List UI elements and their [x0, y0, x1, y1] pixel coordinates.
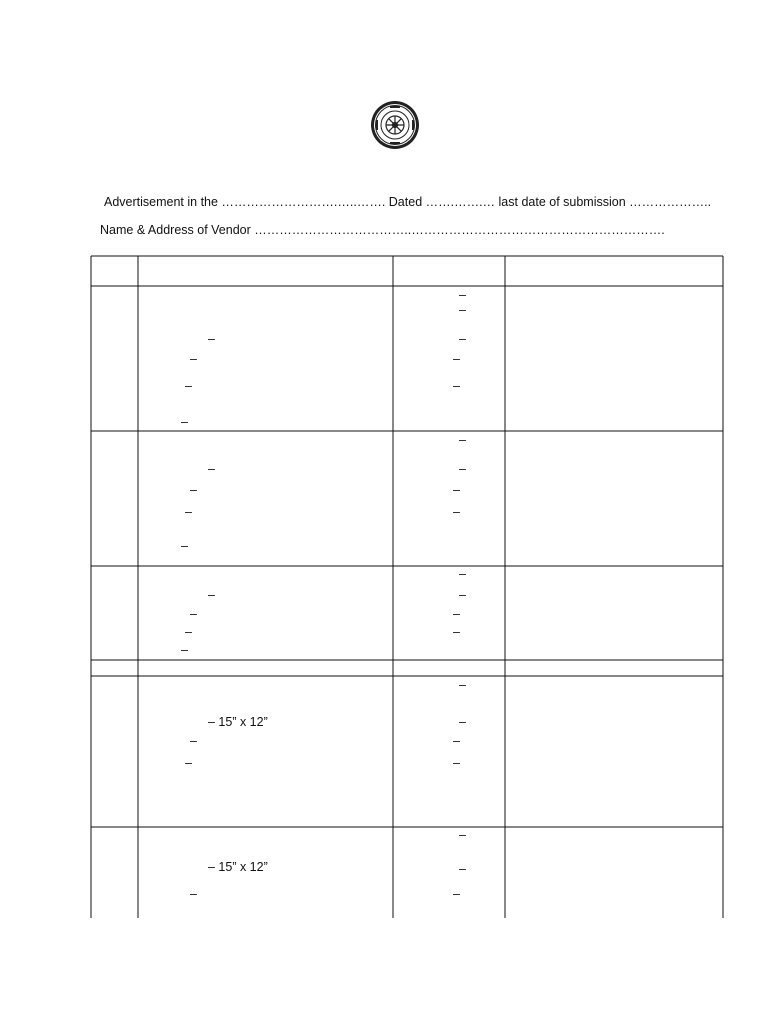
row5-desc-item: –: [190, 734, 197, 748]
row2-desc-item: –: [185, 505, 192, 519]
row2-spec-item: –: [453, 483, 460, 497]
row5-spec-item: –: [453, 756, 460, 770]
row6-desc-item: – 15” x 12”: [208, 860, 268, 874]
row2-desc-item: –: [190, 483, 197, 497]
row1-spec-item: –: [453, 352, 460, 366]
advertisement-line: Advertisement in the ……………………….…..……. Dated …….…….… last date of submission ………………..: [104, 195, 712, 209]
header-cell-spec: [393, 256, 505, 286]
header-cell-serial: [91, 256, 138, 286]
row1-desc-item: –: [190, 352, 197, 366]
row1-desc-item: –: [181, 415, 188, 429]
row6-spec-item: –: [453, 887, 460, 901]
row2-desc-item: –: [208, 462, 215, 476]
row5-spec-item: –: [459, 678, 466, 692]
row3-spec-item: –: [459, 588, 466, 602]
row2-spec-item: –: [459, 462, 466, 476]
row3-spec-item: –: [459, 567, 466, 581]
row3-desc-item: –: [208, 588, 215, 602]
row6-spec-item: –: [459, 862, 466, 876]
row5-spec-item: –: [459, 715, 466, 729]
row5-desc-item: – 15” x 12”: [208, 715, 268, 729]
row1-desc-item: –: [208, 332, 215, 346]
row1-spec-item: –: [453, 379, 460, 393]
table-row: [91, 660, 723, 676]
row6-desc-item: –: [190, 887, 197, 901]
row3-spec-item: –: [453, 625, 460, 639]
row1-desc-item: –: [185, 379, 192, 393]
row1-spec-item: –: [459, 303, 466, 317]
row3-desc-item: –: [190, 607, 197, 621]
header-cell-description: [138, 256, 393, 286]
row3-spec-item: –: [453, 607, 460, 621]
header-cell-remarks: [505, 256, 723, 286]
row3-desc-item: –: [181, 643, 188, 657]
row2-spec-item: –: [459, 433, 466, 447]
row6-spec-item: –: [459, 828, 466, 842]
row1-spec-item: –: [459, 332, 466, 346]
row5-desc-item: –: [185, 756, 192, 770]
row5-spec-item: –: [453, 734, 460, 748]
row3-desc-item: –: [185, 625, 192, 639]
vendor-name-address-line: Name & Address of Vendor ………………………………..…………………………………………………….: [100, 223, 665, 237]
row2-desc-item: –: [181, 539, 188, 553]
row1-spec-item: –: [459, 288, 466, 302]
row2-spec-item: –: [453, 505, 460, 519]
